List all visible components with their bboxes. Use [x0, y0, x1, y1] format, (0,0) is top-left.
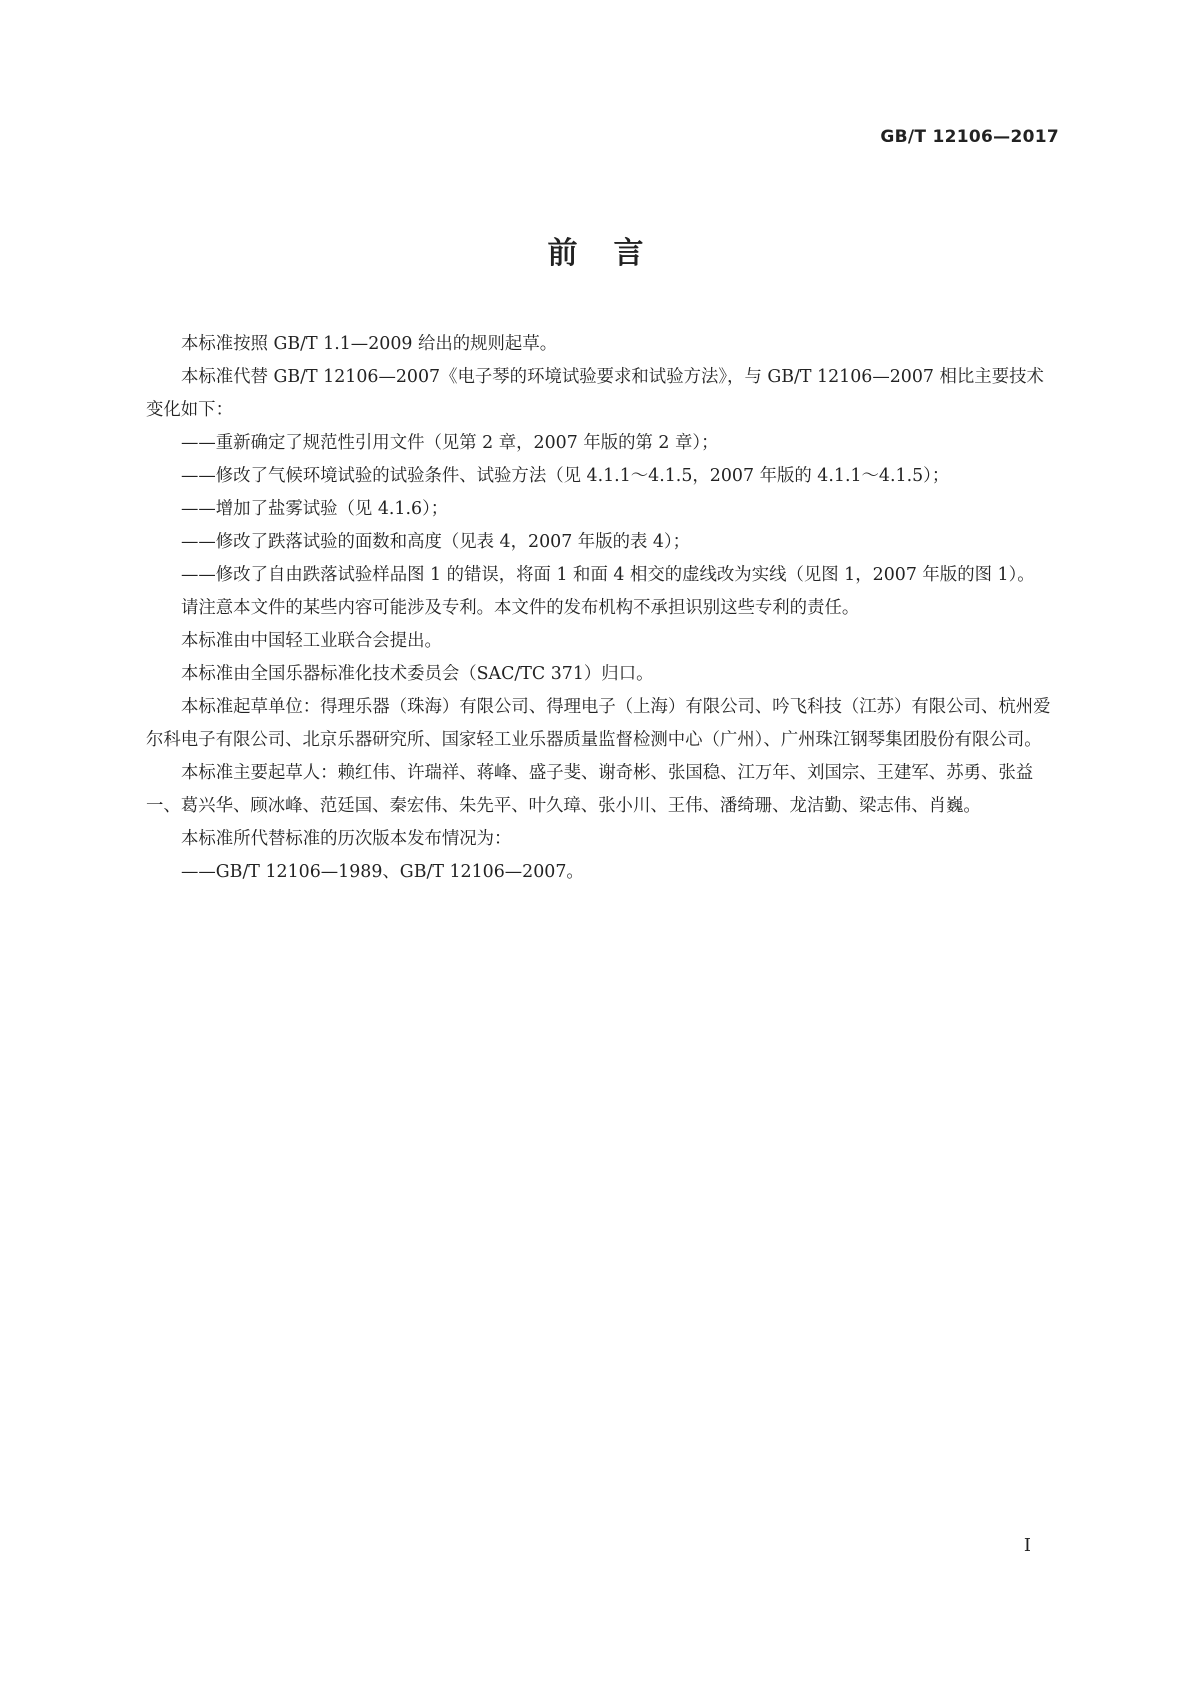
- page-number: I: [1023, 1535, 1031, 1556]
- paragraph: 本标准由全国乐器标准化技术委员会（SAC/TC 371）归口。: [181, 664, 654, 684]
- list-item: ——修改了气候环境试验的试验条件、试验方法（见 4.1.1～4.1.5，2007 年版的 4.1.1～4.1.5）；: [181, 466, 950, 486]
- paragraph: 本标准代替 GB/T 12106—2007《电子琴的环境试验要求和试验方法》，与 GB/T 12106—2007 相比主要技术变化如下：: [146, 367, 1044, 420]
- list-item: ——重新确定了规范性引用文件（见第 2 章，2007 年版的第 2 章）；: [181, 433, 719, 453]
- paragraph: 请注意本文件的某些内容可能涉及专利。本文件的发布机构不承担识别这些专利的责任。: [181, 598, 860, 618]
- paragraph: 本标准按照 GB/T 1.1—2009 给出的规则起草。: [181, 334, 558, 354]
- list-item: ——增加了盐雾试验（见 4.1.6）；: [181, 499, 449, 519]
- list-item: ——修改了跌落试验的面数和高度（见表 4，2007 年版的表 4）；: [181, 532, 691, 552]
- foreword-body: [146, 328, 1052, 889]
- paragraph: 本标准起草单位：得理乐器（珠海）有限公司、得理电子（上海）有限公司、吟飞科技（江苏）有限公司、杭州爱尔科电子有限公司、北京乐器研究所、国家轻工业乐器质量监督检测中心（广州）、广州珠江钢琴集团股份有限公司。: [146, 697, 1051, 750]
- page-title: 前言: [547, 236, 680, 271]
- standard-number: GB/T 12106—2017: [880, 127, 1059, 147]
- list-item: ——GB/T 12106—1989、GB/T 12106—2007。: [181, 862, 584, 882]
- list-item: ——修改了自由跌落试验样品图 1 的错误，将面 1 和面 4 相交的虚线改为实线（见图 1，2007 年版的图 1）。: [181, 565, 1035, 585]
- paragraph: 本标准主要起草人：赖红伟、许瑞祥、蒋峰、盛子斐、谢奇彬、张国稳、江万年、刘国宗、王建军、苏勇、张益一、葛兴华、顾冰峰、范廷国、秦宏伟、朱先平、叶久璋、张小川、王伟、潘绮珊、龙洁勤、梁志伟、肖巍。: [146, 763, 1034, 816]
- paragraph: 本标准由中国轻工业联合会提出。: [181, 631, 442, 651]
- paragraph: 本标准所代替标准的历次版本发布情况为：: [181, 829, 512, 849]
